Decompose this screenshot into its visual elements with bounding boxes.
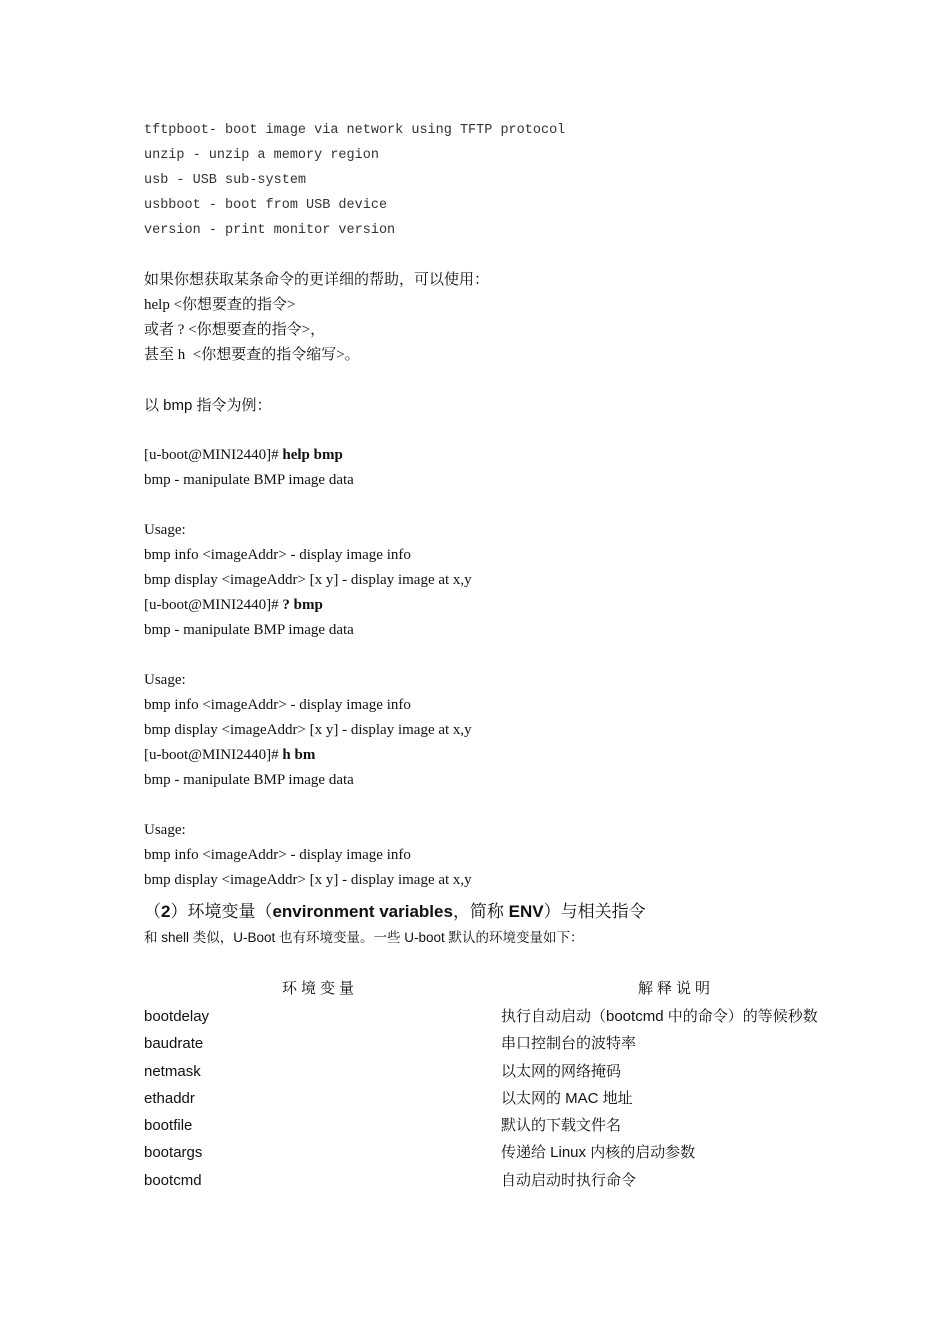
help-intro-line: 如果你想获取某条命令的更详细的帮助，可以使用： xyxy=(144,272,490,288)
env-variable-table xyxy=(144,975,864,1194)
usage-label: Usage: xyxy=(144,672,186,688)
table-row xyxy=(144,1167,864,1194)
usage-line: bmp display <imageAddr> [x y] - display image at x,y xyxy=(144,872,472,888)
header-description: 解释说明 xyxy=(638,981,715,997)
prompt: [u-boot@MINI2440]# xyxy=(144,747,283,763)
command: h bm xyxy=(282,747,316,763)
env-desc: 串口控制台的波特率 xyxy=(501,1035,637,1053)
section-intro: 和 shell 类似，U-Boot 也有环境变量。一些 U-boot 默认的环境变量如下： xyxy=(144,930,584,945)
example-intro: 以 bmp 指令为例： xyxy=(144,397,272,414)
usage-line: bmp info <imageAddr> - display image info xyxy=(144,547,411,563)
example-block xyxy=(144,743,864,893)
command-list-item: usb - USB sub-system xyxy=(144,173,307,188)
usage-label: Usage: xyxy=(144,522,186,538)
section-heading: （2）环境变量（environment variables，简称 ENV）与相关指令 xyxy=(144,902,646,921)
help-intro xyxy=(144,268,864,368)
table-row xyxy=(144,1030,864,1057)
env-name: ethaddr xyxy=(144,1089,195,1107)
usage-label: Usage: xyxy=(144,822,186,838)
help-intro-line: 甚至 h <你想要查的指令缩写>。 xyxy=(144,347,360,363)
env-desc: 传递给 Linux 内核的启动参数 xyxy=(501,1144,696,1162)
help-intro-line: 或者 ? <你想要查的指令>， xyxy=(144,322,326,338)
env-name: baudrate xyxy=(144,1035,204,1053)
env-name: bootargs xyxy=(144,1144,203,1162)
example-block xyxy=(144,593,864,743)
env-desc: 以太网的网络掩码 xyxy=(501,1062,622,1080)
usage-line: bmp info <imageAddr> - display image info xyxy=(144,697,411,713)
usage-line: bmp display <imageAddr> [x y] - display image at x,y xyxy=(144,722,472,738)
env-desc: 默认的下载文件名 xyxy=(501,1117,622,1135)
command-list-item: unzip - unzip a memory region xyxy=(144,148,379,163)
table-row xyxy=(144,1112,864,1139)
table-row xyxy=(144,1058,864,1085)
env-name: bootfile xyxy=(144,1117,193,1135)
command-list xyxy=(144,118,864,243)
command-output: bmp - manipulate BMP image data xyxy=(144,772,354,788)
table-row xyxy=(144,1003,864,1030)
table-row xyxy=(144,1139,864,1166)
env-name: bootdelay xyxy=(144,1008,210,1025)
env-name: netmask xyxy=(144,1062,201,1080)
prompt: [u-boot@MINI2440]# xyxy=(144,597,283,613)
example-block xyxy=(144,443,864,593)
prompt-line xyxy=(144,443,864,468)
table-header xyxy=(144,975,864,1003)
env-desc: 自动启动时执行命令 xyxy=(501,1171,637,1189)
env-name: bootcmd xyxy=(144,1171,202,1189)
table-row xyxy=(144,1085,864,1112)
command-output: bmp - manipulate BMP image data xyxy=(144,622,354,638)
prompt: [u-boot@MINI2440]# xyxy=(144,447,283,463)
usage-line: bmp info <imageAddr> - display image info xyxy=(144,847,411,863)
header-variable: 环境变量 xyxy=(282,981,359,997)
env-desc: 执行自动启动（bootcmd 中的命令）的等候秒数 xyxy=(501,1008,818,1025)
prompt-line xyxy=(144,743,864,768)
command-output: bmp - manipulate BMP image data xyxy=(144,472,354,488)
command-list-item: tftpboot- boot image via network using TFTP protocol xyxy=(144,123,566,138)
command: help bmp xyxy=(282,447,343,463)
usage-line: bmp display <imageAddr> [x y] - display image at x,y xyxy=(144,572,472,588)
document-page xyxy=(144,118,864,1194)
help-intro-line: help <你想要查的指令> xyxy=(144,297,296,313)
env-desc: 以太网的 MAC 地址 xyxy=(501,1089,633,1107)
command-list-item: version - print monitor version xyxy=(144,223,396,238)
prompt-line xyxy=(144,593,864,618)
command: ? bmp xyxy=(282,597,323,613)
command-list-item: usbboot - boot from USB device xyxy=(144,198,388,213)
